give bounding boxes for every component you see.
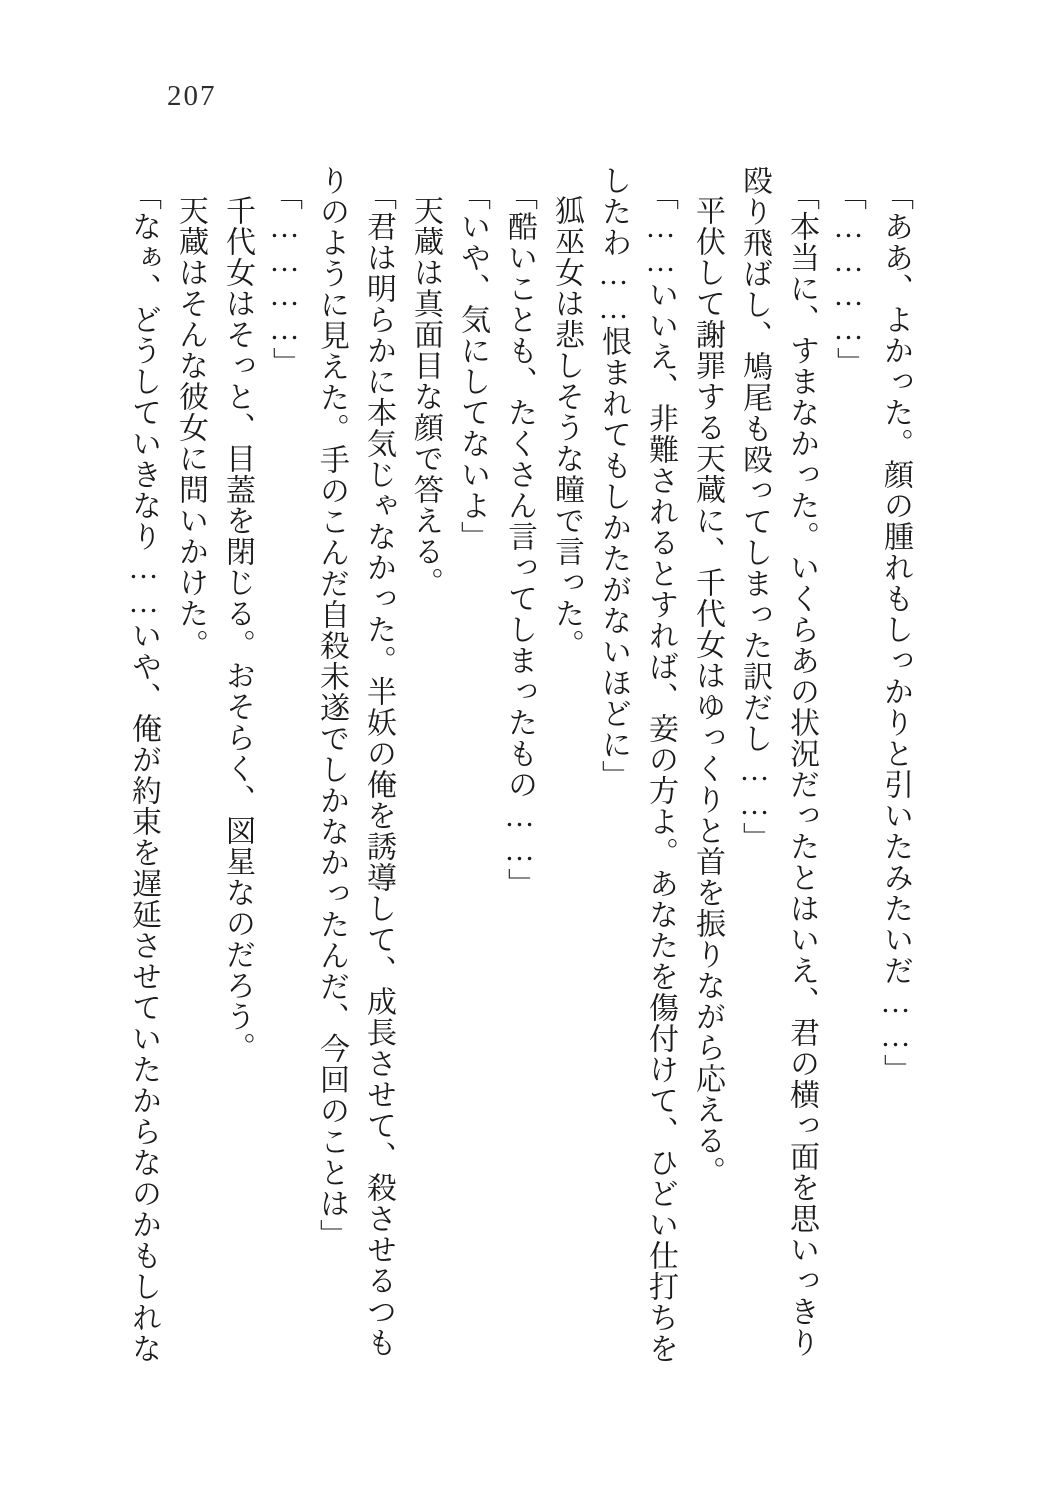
text-line: 平伏して謝罪する天蔵に、千代女はゆっくりと首を振りながら応える。	[691, 195, 724, 1187]
text-line: 狐巫女は悲しそうな瞳で言った。	[550, 195, 583, 660]
text-line: 千代女はそっと、目蓋を閉じる。おそらく、図星なのだろう。	[221, 195, 254, 1063]
text-line: 「酷いことも、たくさん言ってしまったもの……」	[503, 180, 536, 899]
text-line: 「いや、気にしてないよ」	[456, 180, 489, 552]
text-line: 「なぁ、どうしていきなり……いや、俺が約束を遅延させていたからなのかもしれな	[127, 180, 160, 1364]
text-line: りのように見えた。手のこんだ自殺未遂でしかなかったんだ、今回のことは」	[315, 165, 348, 1250]
text-line: 「本当に、すまなかった。いくらあの状況だったとはいえ、君の横っ面を思いっきり	[785, 180, 818, 1358]
text-line: 「……いいえ、非難されるとすれば、妾の方よ。あなたを傷付けて、ひどい仕打ちを	[644, 180, 677, 1364]
text-line: 天蔵はそんな彼女に問いかけた。	[174, 195, 207, 660]
text-line: 天蔵は真面目な顔で答える。	[409, 195, 442, 598]
text-line: 「…………」	[268, 180, 301, 378]
text-line: 「ああ、よかった。顔の腫れもしっかりと引いたみたいだ……」	[879, 180, 912, 1085]
text-line: 殴り飛ばし、鳩尾も殴ってしまった訳だし……」	[738, 165, 771, 853]
vertical-text-block	[117, 165, 919, 1495]
page-number: 207	[167, 80, 217, 112]
text-line: 「…………」	[832, 180, 865, 378]
text-line: したわ……恨まれてもしかたがないほどに」	[597, 165, 630, 791]
text-line: 「君は明らかに本気じゃなかった。半妖の俺を誘導して、成長させて、殺させるつも	[362, 180, 395, 1358]
